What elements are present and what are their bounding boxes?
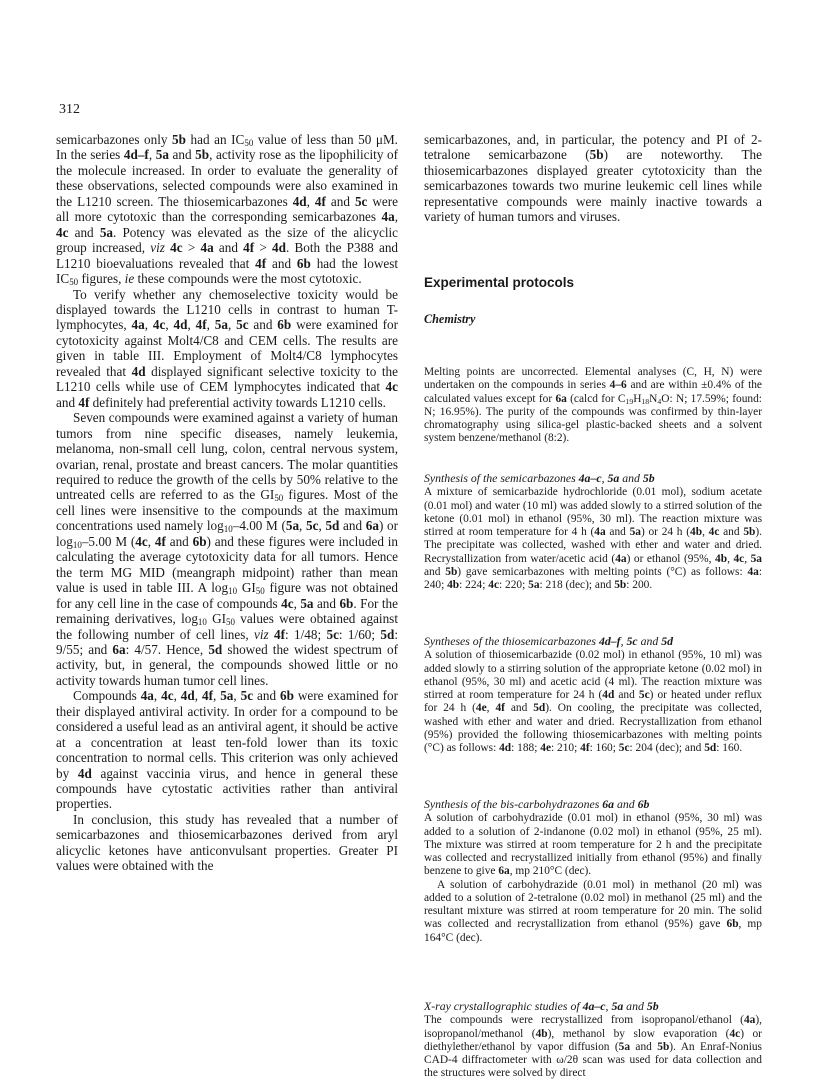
semicarbazone-synthesis-heading: Synthesis of the semicarbazones 4a–c, 5a and 5b xyxy=(424,471,655,485)
left-paragraph-2: To verify whether any chemoselective toxicity would be displayed towards the L1210 cells in contrast to human T-lymphocytes, 4a, 4c, 4d, 4f, 5a, 5c and 6b were examined for cytotoxicity against Molt4/C8 and CEM cells. The results are given in table III. Employment of Molt4/C8 lymphocytes revealed that 4d displayed significant selective toxicity to the L1210 cells while use of CEM lymphocytes indicated that 4c and 4f definitely had preferential activity towards L1210 cells. xyxy=(56,286,399,410)
section-title: Experimental protocols xyxy=(424,275,575,290)
carbohydrazone-synthesis-text-2: A solution of carbohydrazide (0.01 mol) in methanol (20 ml) was added to a solution of 2-tetralone (0.02 mol) in methanol (25 ml) and the resultant mixture was stirred at room temperature for 20 min. The solid was collected and recrystallization from ethanol (95%) gave 6b, mp 164°C (dec). xyxy=(424,878,762,944)
semicarbazone-synthesis-block xyxy=(424,472,762,592)
carbohydrazone-synthesis-block xyxy=(424,798,762,945)
left-paragraph-5: In conclusion, this study has revealed that a number of semicarbazones and thiosemicarbazones derived from aryl alicyclic ketones have anticonvulsant properties. Greater PI values were obtained with the xyxy=(56,811,398,874)
carbohydrazone-synthesis-heading: Synthesis of the bis-carbohydrazones 6a and 6b xyxy=(424,797,650,811)
page-number: 312 xyxy=(59,102,80,117)
general-methods-text: Melting points are uncorrected. Elemental analyses (C, H, N) were undertaken on the compounds in series 4–6 and are within ±0.4% of the calculated values except for 6a (calcd for $C_{19}H_{18}N_4O$: N; 17.59%; found: N; 16.95%). The purity of the compounds was confirmed by thin-layer chromatography using silica-gel plastic-backed sheets and a solvent system benzene/methanol (8:2). xyxy=(424,366,762,445)
left-column xyxy=(56,132,398,874)
xray-studies-heading: X-ray crystallographic studies of 4a–c, 5a and 5b xyxy=(424,999,659,1013)
thiosemicarbazone-synthesis-heading: Syntheses of the thiosemicarbazones 4d–f, 5c and 5d xyxy=(424,634,674,648)
thiosemicarbazone-synthesis-text: A solution of thiosemicarbazide (0.02 mol) in ethanol (95%, 10 ml) was added slowly to a stirring solution of the appropriate ketone (0.02 mol) in ethanol (95%, 30 ml) and acetic acid (4 ml). The reaction mixture was stirred at room temperature for 24 h (4d and 5c) or heated under reflux for 24 h (4e, 4f and 5d). On cooling, the precipitate was collected, washed with ether and water and dried. Recrystallization from ethanol (95%) provided the following thiosemicarbazones with melting points (°C) as follows: 4d: 188; 4e: 210; 4f: 160; 5c: 204 (dec); and 5d: 160. xyxy=(424,649,762,754)
xray-studies-text: The compounds were recrystallized from isopropanol/ethanol (4a), isopropanol/methanol (4b), methanol by slow evaporation (4c) or diethylether/ethanol by vapor diffusion (5a and 5b). An Enraf-Nonius CAD-4 diffractometer with ω/2θ scan was used for data collection and the structures were solved by direct xyxy=(424,1014,762,1080)
right-intro-paragraph: semicarbazones, and, in particular, the potency and PI of 2-tetralone semicarbazone (5b) are noteworthy. The thiosemicarbazones displayed greater cytotoxicity than the semicarbazones towards two murine leukemic cell lines while representative compounds were mainly inactive towards a variety of human tumors and viruses. xyxy=(424,132,762,225)
semicarbazone-synthesis-text: A mixture of semicarbazide hydrochloride (0.01 mol), sodium acetate (0.01 mol) and water (10 ml) was added slowly to a stirred solution of the ketone (0.01 mol) in ethanol (95%, 30 ml). The reaction mixture was stirred at room temperature for 4 h (4a and 5a) or 24 h (4b, 4c and 5b). The precipitate was collected, washed with ether and water and dried. Recrystallization from water/acetic acid (4a) or ethanol (95%, 4b, 4c, 5a and 5b) gave semicarbazones with melting points (°C) as follows: 4a: 240; 4b: 224; 4c: 220; 5a: 218 (dec); and 5b: 200. xyxy=(424,486,762,591)
xray-studies-block xyxy=(424,1000,762,1081)
subsection-title: Chemistry xyxy=(424,312,476,326)
left-paragraph-3: Seven compounds were examined against a variety of human tumors from nine specific diseases, namely leukemia, melanoma, non-small cell lung, colon, central nervous system, ovarian, renal, prostate and breast cancers. The molar quantities required to reduce the growth of the cells by 50% relative to the untreated cells are referred to as the $GI_{50}$ figures. Most of the cell lines were insensitive to the compounds at the maximum concentrations used namely $\log_{10}-4.00$ M (5a, 5c, 5d and 6a) or $\log_{10}-5.00$ M (4c, 4f and 6b) and these figures were included in calculating the average cytotoxicity data for all tumors. Hence the term MG MID (meangraph midpoint) rather than mean value is used in table III. A $\log_{10} GI_{50}$ figure was not obtained for any cell line in the case of compounds 4c, 5a and 6b. For the remaining derivatives, $\log_{10} GI_{50}$ values were obtained against the following number of cell lines, viz 4f: 1/48; 5c: 1/60; 5d: 9/55; and 6a: 4/57. Hence, 5d showed the widest spectrum of activity, but, in general, the compounds showed little or no activity towards human tumor cell lines. xyxy=(56,410,399,688)
general-methods-block xyxy=(424,366,762,446)
carbohydrazone-synthesis-text-1: A solution of carbohydrazide (0.01 mol) in ethanol (95%, 30 ml) was added to a solution of 2-indanone (0.02 mol) in ethanol (95%, 25 ml). The mixture was stirred at room temperature for 2 h and the precipitate was collected and recrystallized initially from ethanol (95%) and finally benzene to give 6a, mp 210°C (dec). xyxy=(424,812,762,878)
left-paragraph-4: Compounds 4a, 4c, 4d, 4f, 5a, 5c and 6b were examined for their displayed antiviral activity. In order for a compound to be considered a useful lead as an antiviral agent, it should be active at a concentration at least ten-fold lower than its toxic concentration to normal cells. This criterion was only achieved by 4d against vaccinia virus, and hence in general these compounds have cytostatic activities rather than antiviral properties. xyxy=(56,688,399,812)
thiosemicarbazone-synthesis-block xyxy=(424,635,762,755)
left-paragraph-1: semicarbazones only 5b had an $IC_{50}$ value of less than 50 μM. In the series 4d–f, 5a and 5b, activity rose as the lipophilicity of the molecule increased. In order to evaluate the generality of these observations, selected compounds were also examined in the L1210 screen. The thiosemicarbazones 4d, 4f and 5c were all more cytotoxic than the corresponding semicarbazones 4a, 4c and 5a. Potency was elevated as the size of the alicyclic group increased, viz 4c > 4a and 4f > 4d. Both the P388 and L1210 bioevaluations revealed that 4f and 6b had the lowest $IC_{50}$ figures, ie these compounds were the most cytotoxic. xyxy=(56,132,399,288)
right-column xyxy=(424,132,762,1080)
